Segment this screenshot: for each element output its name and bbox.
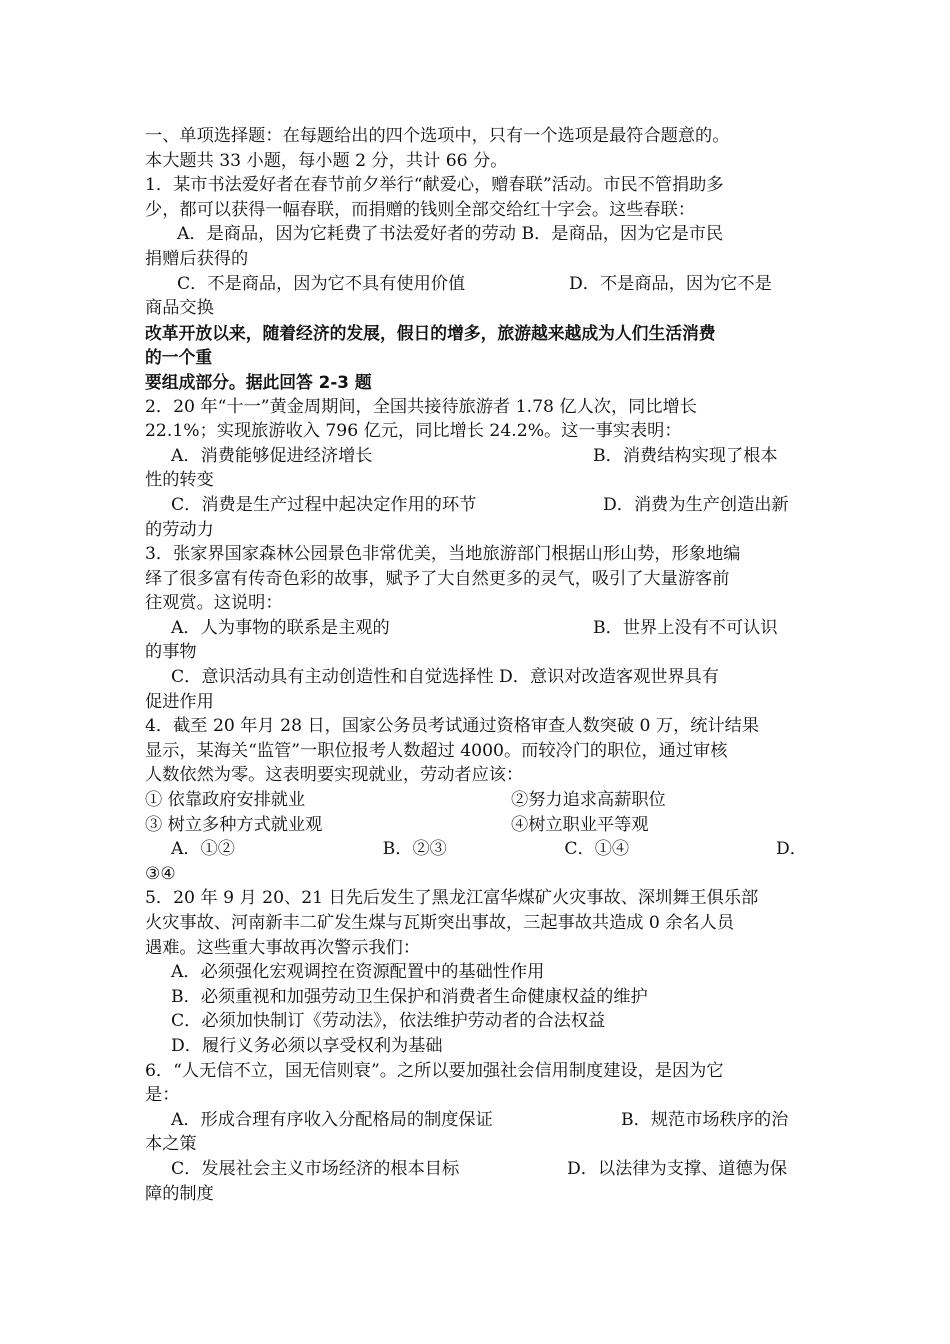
q5-option-a: A．必须强化宏观调控在资源配置中的基础性作用 bbox=[171, 962, 545, 983]
q5-stem: 遇难。这些重大事故再次警示我们： bbox=[145, 937, 421, 958]
q2-option-a: A．消费能够促进经济增长 bbox=[171, 445, 373, 466]
q5-stem: 火灾事故、河南新丰二矿发生煤与瓦斯突出事故，三起事故共造成 0 余名人员 bbox=[145, 913, 735, 933]
q1-stem: 1．某市书法爱好者在春节前夕举行“献爱心，赠春联”活动。市民不管捐助多 bbox=[145, 175, 724, 196]
q2-options-ab-row bbox=[145, 444, 807, 469]
q6-stem: 是： bbox=[145, 1085, 180, 1106]
q5-option-b: B．必须重视和加强劳动卫生保护和消费者生命健康权益的维护 bbox=[171, 986, 648, 1007]
q5-option-c: C．必须加快制订《劳动法》，依法维护劳动者的合法权益 bbox=[171, 1011, 606, 1032]
intro-q2-3: 要组成部分。据此回答 2-3 题 bbox=[145, 371, 372, 392]
q3-option-a: A．人为事物的联系是主观的 bbox=[171, 617, 390, 638]
q2-stem: 2．20 年“十一”黄金周期间，全国共接待旅游者 1.78 亿人次，同比增长 bbox=[145, 396, 697, 417]
q3-stem: 3．张家界国家森林公园景色非常优美，当地旅游部门根据山形山势，形象地编 bbox=[145, 544, 741, 565]
q4-item-3: ③ 树立多种方式就业观 bbox=[145, 814, 323, 835]
q1-option-d-wrap: 商品交换 bbox=[145, 298, 214, 319]
q2-stem: 22.1%；实现旅游收入 796 亿元，同比增长 24.2%。这一事实表明： bbox=[145, 421, 682, 442]
q4-stem: 显示，某海关“监管”一职位报考人数超过 4000。而较冷门的职位，通过审核 bbox=[145, 740, 728, 761]
q2-option-d: D．消费为生产创造出新 bbox=[603, 494, 789, 515]
q3-option-b-wrap: 的事物 bbox=[145, 642, 197, 663]
q4-item-1: ① 依靠政府安排就业 bbox=[145, 790, 306, 811]
q1-options-ab-wrap: 捐赠后获得的 bbox=[145, 248, 249, 269]
q2-option-b-wrap: 性的转变 bbox=[145, 470, 214, 491]
q2-option-c: C．消费是生产过程中起决定作用的环节 bbox=[171, 494, 477, 515]
intro-q2-3: 改革开放以来，随着经济的发展，假日的增多，旅游越来越成为人们生活消费 bbox=[145, 322, 716, 343]
q4-option-a: A．①② bbox=[171, 839, 235, 860]
q4-items-row bbox=[145, 788, 807, 813]
section-header-line-1: 一、单项选择题：在每题给出的四个选项中，只有一个选项是最符合题意的。 bbox=[145, 126, 730, 146]
q4-option-c: C．①④ bbox=[564, 839, 630, 860]
q4-options-row bbox=[145, 837, 807, 862]
q6-option-d-wrap: 障的制度 bbox=[145, 1183, 214, 1204]
q6-option-c: C．发展社会主义市场经济的根本目标 bbox=[171, 1158, 460, 1179]
q5-stem: 5．20 年 9 月 20、21 日先后发生了黑龙江富华煤矿火灾事故、深圳舞王俱乐部 bbox=[145, 888, 759, 909]
q3-options-ab-row bbox=[145, 616, 807, 641]
q1-options-cd-row bbox=[145, 272, 807, 297]
q6-options-cd-row bbox=[145, 1157, 807, 1182]
q3-option-b: B．世界上没有不可认识 bbox=[593, 617, 778, 638]
q4-option-d: D． bbox=[776, 839, 807, 860]
q4-stem: 4．截至 20 年月 28 日，国家公务员考试通过资格审查人数突破 0 万，统计结果 bbox=[145, 716, 760, 737]
q1-options-ab: A．是商品，因为它耗费了书法爱好者的劳动 B．是商品，因为它是市民 bbox=[177, 224, 724, 245]
q4-option-b: B．②③ bbox=[382, 839, 447, 860]
q2-option-d-wrap: 的劳动力 bbox=[145, 519, 214, 540]
q5-option-d: D．履行义务必须以享受权利为基础 bbox=[171, 1035, 443, 1056]
q4-item-2: ②努力追求高薪职位 bbox=[511, 790, 666, 811]
q3-stem: 绎了很多富有传奇色彩的故事，赋予了大自然更多的灵气，吸引了大量游客前 bbox=[145, 568, 730, 589]
q6-option-a: A．形成合理有序收入分配格局的制度保证 bbox=[171, 1109, 493, 1130]
q6-stem: 6．“人无信不立，国无信则衰”。之所以要加强社会信用制度建设，是因为它 bbox=[145, 1060, 724, 1081]
q6-option-b-wrap: 本之策 bbox=[145, 1134, 197, 1155]
q3-options-cd: C．意识活动具有主动创造性和自觉选择性 D．意识对改造客观世界具有 bbox=[171, 667, 720, 688]
q3-options-cd-wrap: 促进作用 bbox=[145, 691, 214, 712]
exam-page bbox=[145, 124, 807, 1206]
section-header-line-2: 本大题共 33 小题，每小题 2 分，共计 66 分。 bbox=[145, 150, 508, 171]
q1-stem: 少，都可以获得一幅春联，而捐赠的钱则全部交给红十字会。这些春联： bbox=[145, 199, 696, 220]
q4-item-4: ④树立职业平等观 bbox=[511, 814, 649, 835]
intro-q2-3: 的一个重 bbox=[145, 347, 213, 368]
q4-stem: 人数依然为零。这表明要实现就业，劳动者应该： bbox=[145, 765, 524, 786]
q4-items-row bbox=[145, 813, 807, 838]
q2-options-cd-row bbox=[145, 493, 807, 518]
q6-option-d: D．以法律为支撑、道德为保 bbox=[567, 1158, 788, 1179]
q1-option-d: D．不是商品，因为它不是 bbox=[569, 273, 772, 294]
q2-option-b: B．消费结构实现了根本 bbox=[593, 445, 778, 466]
q6-option-b: B．规范市场秩序的治 bbox=[621, 1109, 789, 1130]
q3-stem: 往观赏。这说明： bbox=[145, 593, 283, 614]
q6-options-ab-row bbox=[145, 1108, 807, 1133]
q4-option-d-wrap: ③④ bbox=[145, 863, 176, 884]
q1-option-c: C．不是商品，因为它不具有使用价值 bbox=[177, 273, 466, 294]
